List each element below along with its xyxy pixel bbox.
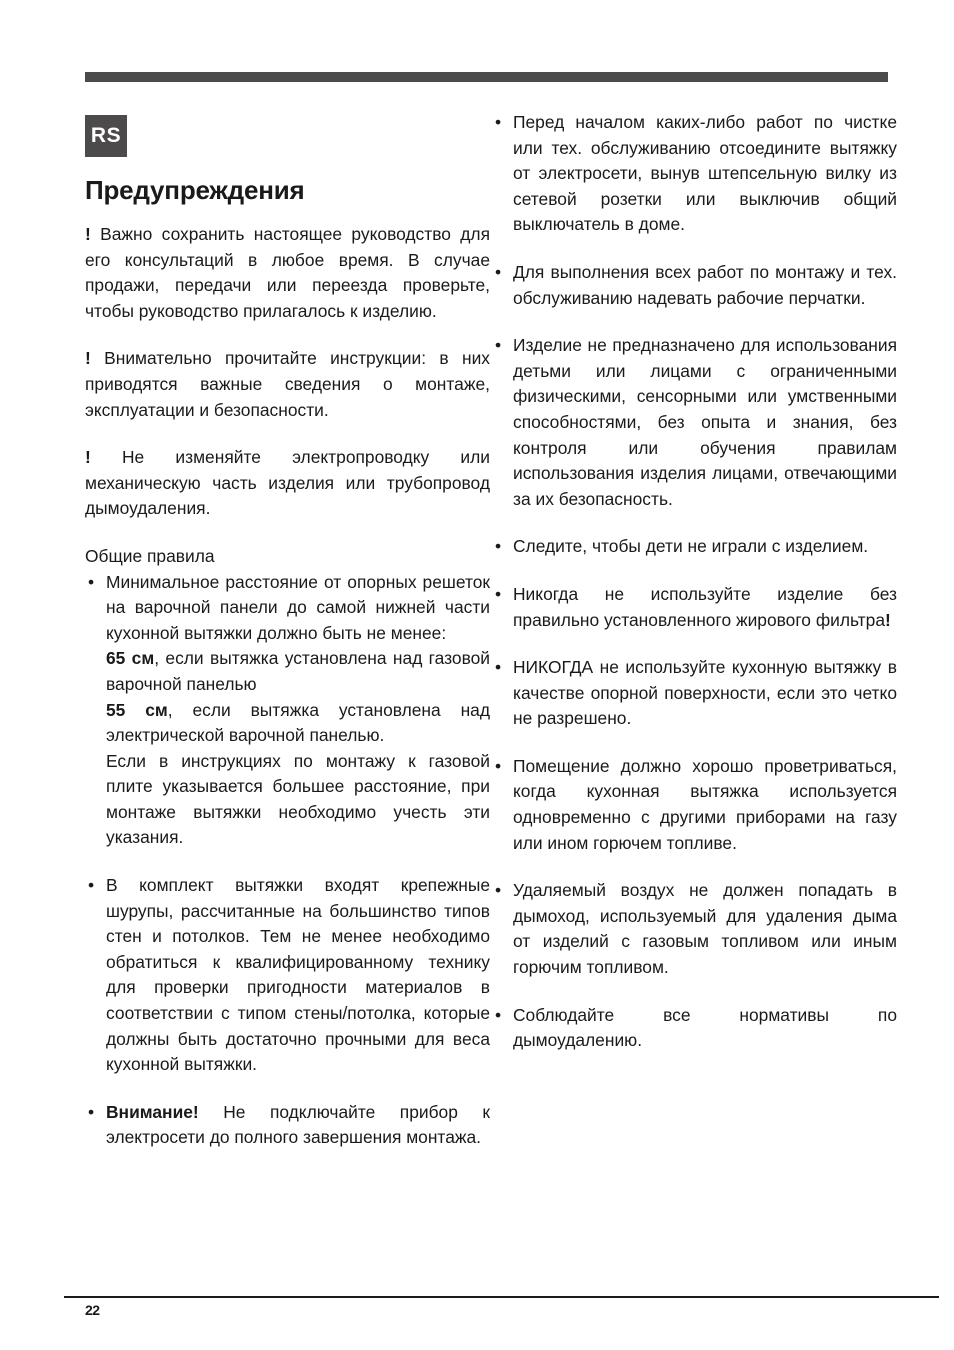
safety-item-2-text: Для выполнения всех работ по монтажу и тех. обслуживанию надевать рабочие перчатки.	[513, 261, 897, 308]
warning-note-3	[85, 445, 490, 522]
safety-item-1-text: Перед началом каких-либо работ по чистке или тех. обслуживанию отсоедините вытяжку от электросети, вынув штепсельную вилку из сетевой розетки или выключив общий выключатель в доме.	[513, 112, 897, 235]
bullet-icon: •	[495, 1004, 502, 1025]
min-distance-lead: Минимальное расстояние от опорных решеток на варочной панели до самой нижней части кухонной вытяжки должно быть не менее:	[106, 571, 490, 643]
warning-note-1-text: Важно сохранить настоящее руководство для его консультаций в любое время. В случае продажи, передачи или переезда проверьте, чтобы руководство прилагалось к изделию.	[85, 224, 490, 321]
warning-note-1	[85, 222, 490, 324]
warning-note-2	[85, 346, 490, 423]
bullet-icon: •	[495, 335, 502, 356]
bullet-icon: •	[88, 571, 95, 592]
safety-item-5-text: Никогда не используйте изделие без правильно установленного жирового фильтра	[513, 583, 897, 630]
bullet-icon: •	[495, 657, 502, 678]
bullet-icon: •	[88, 1101, 95, 1122]
list-item	[492, 1003, 897, 1054]
page-number: 22	[85, 1302, 100, 1318]
min-distance-gas	[106, 646, 490, 697]
footer-rule	[64, 1296, 939, 1298]
bullet-icon: •	[88, 875, 95, 896]
locale-badge: RS	[85, 115, 127, 157]
safety-item-5-emphasis: !	[885, 609, 891, 630]
list-item	[492, 110, 897, 238]
measure-electric-text: , если вытяжка установлена над электрической варочной панелью.	[106, 699, 491, 746]
list-item	[492, 534, 897, 560]
bullet-icon: •	[495, 880, 502, 901]
list-item	[85, 873, 490, 1078]
page-title: Предупреждения	[85, 175, 305, 205]
header-rule	[85, 72, 888, 82]
exclamation-marker: !	[85, 348, 91, 369]
attention-label: Внимание!	[106, 1101, 199, 1122]
min-distance-electric	[106, 698, 490, 749]
measure-electric: 55 см	[106, 699, 168, 720]
warning-note-2-text: Внимательно прочитайте инструкции: в них приводятся важные сведения о монтаже, эксплуатации и безопасности.	[85, 348, 490, 420]
bullet-icon: •	[495, 755, 502, 776]
list-item	[85, 570, 490, 852]
never-label: НИКОГДА	[513, 657, 594, 678]
safety-item-8-text: Удаляемый воздух не должен попадать в дымоход, используемый для удаления дыма от изделий с газовым топливом или иным горючим топливом.	[513, 880, 897, 978]
list-item	[492, 260, 897, 311]
attention-text: Не подключайте прибор к электросети до полного завершения монтажа.	[106, 1101, 490, 1148]
warning-note-3-text: Не изменяйте электропроводку или механическую часть изделия или трубопровод дымоудаления.	[85, 447, 490, 519]
general-rules-subheading: Общие правила	[85, 545, 215, 566]
screws-text: В комплект вытяжки входят крепежные шурупы, рассчитанные на большинство типов стен и потолков. Тем не менее необходимо обратиться к квалифицированному технику для проверки пригодности материалов в соответствии с типом стены/потолка, которые должны быть достаточно прочными для веса кухонной вытяжки.	[106, 875, 490, 1075]
exclamation-marker: !	[85, 447, 91, 468]
right-column	[492, 110, 897, 1054]
list-item	[492, 333, 897, 512]
general-rules-list	[85, 570, 490, 1151]
bullet-icon: •	[495, 112, 502, 132]
safety-item-3-text: Изделие не предназначено для использования детьми или лицами с ограниченными физическими, сенсорными или умственными способностями, без опыта и знания, без контроля или обучения правилам использования изделия лицами, отвечающими за их безопасность.	[513, 335, 897, 509]
safety-rules-list	[492, 110, 897, 1054]
safety-item-6-text: не используйте кухонную вытяжку в качестве опорной поверхности, если это четко не разрешено.	[513, 657, 897, 729]
left-column	[85, 110, 490, 1151]
safety-item-7-text: Помещение должно хорошо проветриваться, когда кухонная вытяжка используется одновременно с другими приборами на газу или ином горючем топливе.	[513, 755, 897, 853]
bullet-icon: •	[495, 536, 502, 557]
list-item	[492, 655, 897, 732]
exclamation-marker: !	[85, 224, 91, 244]
bullet-icon: •	[495, 261, 502, 282]
list-item	[492, 754, 897, 856]
list-item	[85, 1100, 490, 1151]
measure-gas-text: , если вытяжка установлена над газовой варочной панелью	[106, 648, 490, 694]
safety-item-4-text: Следите, чтобы дети не играли с изделием.	[513, 536, 869, 557]
min-distance-tail: Если в инструкциях по монтажу к газовой плите указывается большее расстояние, при монтаже вытяжки необходимо учесть эти указания.	[106, 750, 490, 848]
measure-gas: 65 см	[106, 648, 155, 669]
safety-item-9-text: Соблюдайте все нормативы по дымоудалению.	[513, 1004, 897, 1051]
list-item	[492, 582, 897, 633]
list-item	[492, 878, 897, 980]
bullet-icon: •	[495, 583, 502, 604]
